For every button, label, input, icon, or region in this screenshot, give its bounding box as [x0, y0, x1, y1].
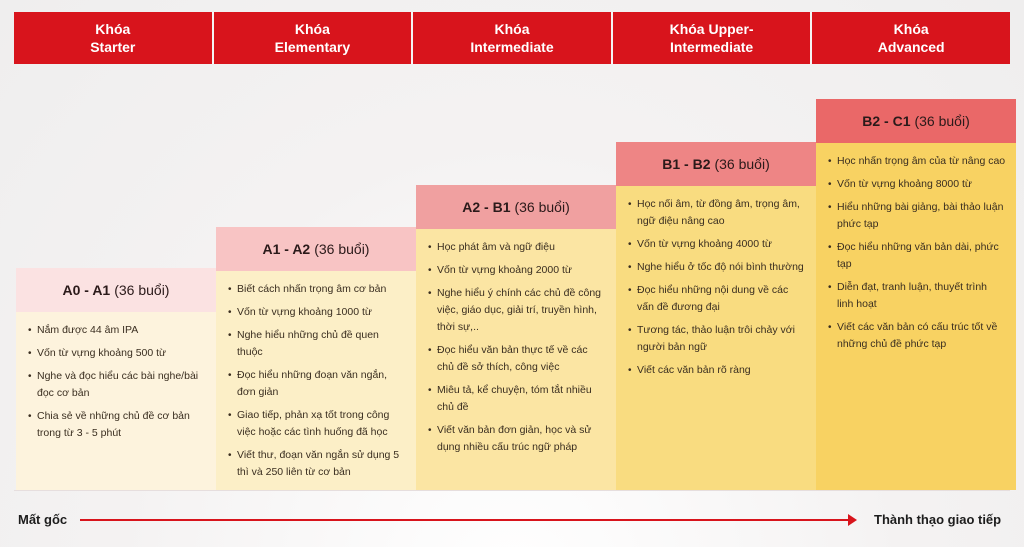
level-card-b2-c1 — [816, 99, 1016, 490]
course-header-upper-intermediate[interactable]: Khóa Upper- Intermediate — [613, 12, 813, 64]
outcome-item: • Đọc hiểu những đoạn văn ngắn, đơn giản — [228, 367, 406, 401]
outcome-item: • Viết thư, đoạn văn ngắn sử dụng 5 thì và 250 liên từ cơ bản — [228, 447, 406, 481]
arrow-right-icon — [848, 514, 857, 526]
outcome-item: • Vốn từ vựng khoảng 1000 từ — [228, 304, 406, 321]
axis-start-label: Mất gốc — [18, 512, 68, 527]
level-card-outcomes — [16, 312, 216, 490]
outcome-item: • Vốn từ vựng khoảng 4000 từ — [628, 236, 806, 253]
level-card-title — [216, 227, 416, 271]
level-card-title — [816, 99, 1016, 143]
level-card-title — [616, 142, 816, 186]
outcome-item: • Tương tác, thảo luận trôi chảy với người bản ngữ — [628, 322, 806, 356]
course-header-elementary[interactable]: Khóa Elementary — [214, 12, 414, 64]
level-card-b1-b2 — [616, 142, 816, 490]
outcome-item: • Nghe hiểu ý chính các chủ đề công việc, giáo dục, giải trí, truyền hình, thời sự,.. — [428, 285, 606, 336]
course-header-advanced[interactable]: Khóa Advanced — [812, 12, 1010, 64]
outcome-item: • Viết văn bản đơn giản, học và sử dụng nhiều cấu trúc ngữ pháp — [428, 422, 606, 456]
session-count: (36 buổi) — [714, 156, 770, 172]
outcome-item: • Đọc hiểu văn bản thực tế về các chủ đề sở thích, công việc — [428, 342, 606, 376]
outcome-item: • Học nối âm, từ đồng âm, trọng âm, ngữ điệu nâng cao — [628, 196, 806, 230]
outcome-item: • Đọc hiểu những nội dung về các vấn đề đương đại — [628, 282, 806, 316]
course-header-starter[interactable]: Khóa Starter — [14, 12, 214, 64]
axis-end-label: Thành thạo giao tiếp — [874, 512, 1002, 527]
level-range: A0 - A1 — [62, 282, 111, 298]
outcome-item: • Đọc hiểu những văn bản dài, phức tạp — [828, 239, 1006, 273]
outcome-item: • Biết cách nhấn trọng âm cơ bản — [228, 281, 406, 298]
outcome-item: • Viết các văn bản có cấu trúc tốt về những chủ đề phức tạp — [828, 319, 1006, 353]
course-header-intermediate[interactable]: Khóa Intermediate — [413, 12, 613, 64]
outcome-item: • Vốn từ vựng khoảng 2000 từ — [428, 262, 606, 279]
outcome-item: • Vốn từ vựng khoảng 500 từ — [28, 345, 206, 362]
outcome-item: • Miêu tả, kể chuyện, tóm tắt nhiều chủ đề — [428, 382, 606, 416]
session-count: (36 buổi) — [514, 199, 570, 215]
level-range: A2 - B1 — [462, 199, 511, 215]
level-card-a0-a1 — [16, 268, 216, 490]
outcome-item: • Hiểu những bài giảng, bài thảo luận phức tạp — [828, 199, 1006, 233]
session-count: (36 buổi) — [914, 113, 970, 129]
outcome-item: • Học phát âm và ngữ điệu — [428, 239, 606, 256]
progress-arrow-line — [80, 519, 850, 521]
outcome-item: • Nghe hiểu những chủ đề quen thuộc — [228, 327, 406, 361]
outcome-item: • Nghe và đọc hiểu các bài nghe/bài đọc cơ bản — [28, 368, 206, 402]
course-header-bar — [14, 12, 1010, 64]
level-card-title — [16, 268, 216, 312]
outcome-item: • Giao tiếp, phản xạ tốt trong công việc hoặc các tình huống đã học — [228, 407, 406, 441]
outcome-item: • Chia sẻ về những chủ đề cơ bản trong từ 3 - 5 phút — [28, 408, 206, 442]
outcome-item: • Nghe hiểu ở tốc độ nói bình thường — [628, 259, 806, 276]
level-range: B2 - C1 — [862, 113, 911, 129]
level-card-outcomes — [616, 186, 816, 490]
level-card-title — [416, 185, 616, 229]
level-card-outcomes — [816, 143, 1016, 490]
session-count: (36 buổi) — [314, 241, 370, 257]
level-card-outcomes — [216, 271, 416, 490]
outcome-item: • Học nhấn trọng âm của từ nâng cao — [828, 153, 1006, 170]
outcome-item: • Diễn đạt, tranh luận, thuyết trình linh hoạt — [828, 279, 1006, 313]
level-card-a1-a2 — [216, 227, 416, 490]
baseline-divider — [14, 490, 1010, 491]
level-range: A1 - A2 — [262, 241, 311, 257]
level-range: B1 - B2 — [662, 156, 711, 172]
level-card-a2-b1 — [416, 185, 616, 490]
outcome-item: • Vốn từ vựng khoảng 8000 từ — [828, 176, 1006, 193]
session-count: (36 buổi) — [114, 282, 170, 298]
outcome-item: • Viết các văn bản rõ ràng — [628, 362, 806, 379]
level-card-outcomes — [416, 229, 616, 490]
outcome-item: • Nắm được 44 âm IPA — [28, 322, 206, 339]
